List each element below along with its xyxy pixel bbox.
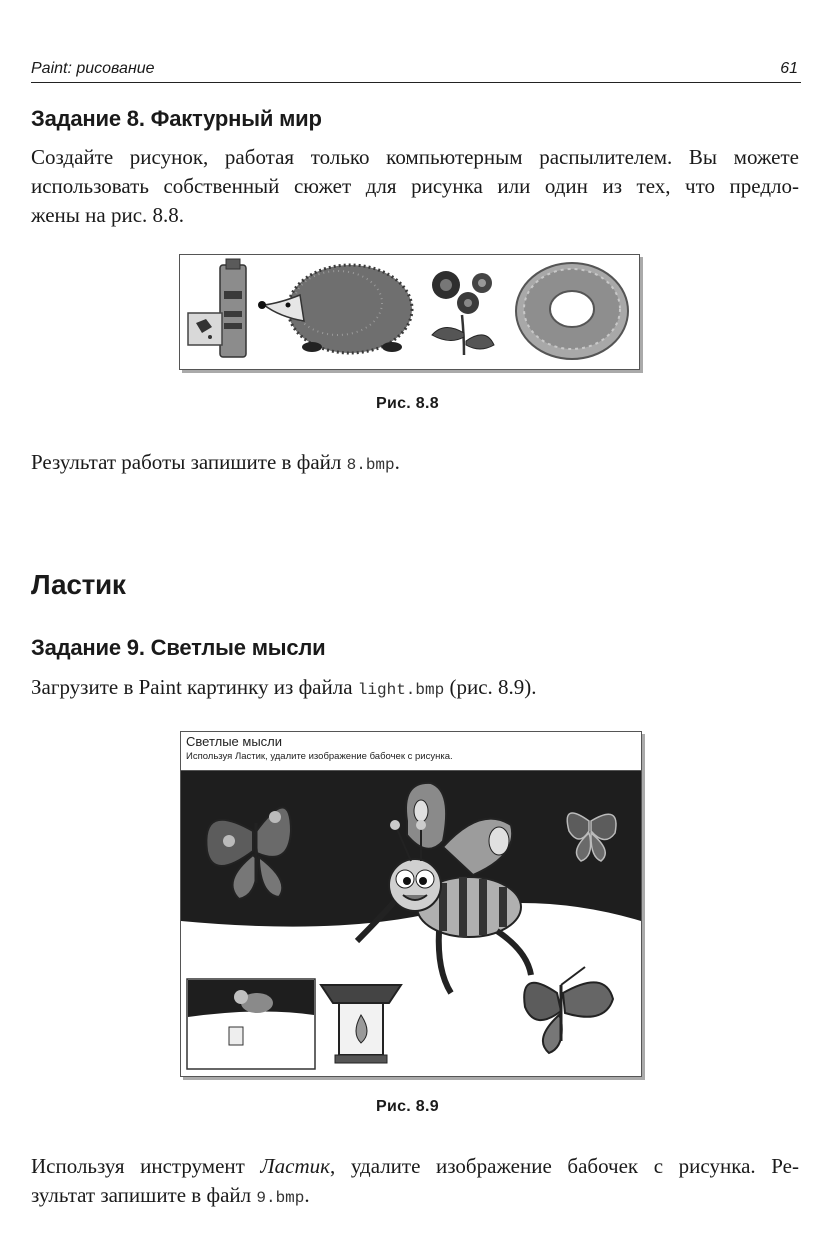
task9-load-file: light.bmp	[357, 681, 445, 699]
flower-icon	[432, 271, 494, 355]
task9-instruction-pre: Используя инструмент	[31, 1154, 261, 1178]
figure-8-9-task-box	[181, 732, 641, 771]
task8-result-file: 8.bmp	[346, 456, 395, 474]
task9-load-text: Загрузите в Paint картинку из файла	[31, 675, 358, 699]
task8-result-text: Результат работы запишите в файл	[31, 450, 347, 474]
running-title: Paint: рисование	[31, 60, 155, 77]
figure-8-9-picture	[181, 771, 641, 1076]
figure-8-9-box-instruction: Используя Ластик, удалите изображение бабочек с рисунка.	[186, 751, 453, 762]
task8-result-end: .	[394, 450, 400, 474]
hedgehog-icon	[258, 265, 412, 353]
task8-result-line	[31, 448, 799, 480]
task9-instruction-line2-end: .	[304, 1183, 310, 1207]
donut-icon	[516, 263, 628, 359]
task9-heading: Задание 9. Светлые мысли	[31, 635, 326, 660]
task9-load-line	[31, 673, 799, 705]
section-heading: Ластик	[31, 569, 126, 600]
figure-8-8-caption: Рис. 8.8	[376, 395, 439, 412]
task8-heading: Задание 8. Фактурный мир	[31, 106, 322, 131]
spray-can-icon	[188, 259, 246, 357]
task8-paragraph-line-1: Создайте рисунок, работая только компьютерным распылителем. Вы можете	[31, 145, 799, 169]
task9-instruction-line2-pre: зультат запишите в файл	[31, 1183, 257, 1207]
figure-8-9	[180, 731, 642, 1077]
task9-instruction-line-1	[31, 1152, 799, 1181]
figure-8-9-caption: Рис. 8.9	[376, 1098, 439, 1115]
task9-load-end: (рис. 8.9).	[444, 675, 537, 699]
task9-instruction-file: 9.bmp	[256, 1189, 305, 1207]
task9-instruction-line-2	[31, 1181, 799, 1213]
thumbnail-preview	[187, 979, 315, 1069]
figure-8-9-box-title: Светлые мысли	[186, 734, 283, 749]
task8-paragraph-line-2: использовать собственный сюжет для рисунка или один из тех, что предло-	[31, 174, 799, 198]
task9-instruction-tool: Ластик	[260, 1154, 330, 1178]
task9-instruction-post: , удалите изображение бабочек с рисунка. Ре-	[329, 1154, 799, 1178]
page-number: 61	[780, 60, 798, 77]
running-head	[31, 58, 801, 83]
task8-paragraph-line-3: жены на рис. 8.8.	[31, 203, 185, 227]
figure-8-8	[179, 254, 640, 370]
